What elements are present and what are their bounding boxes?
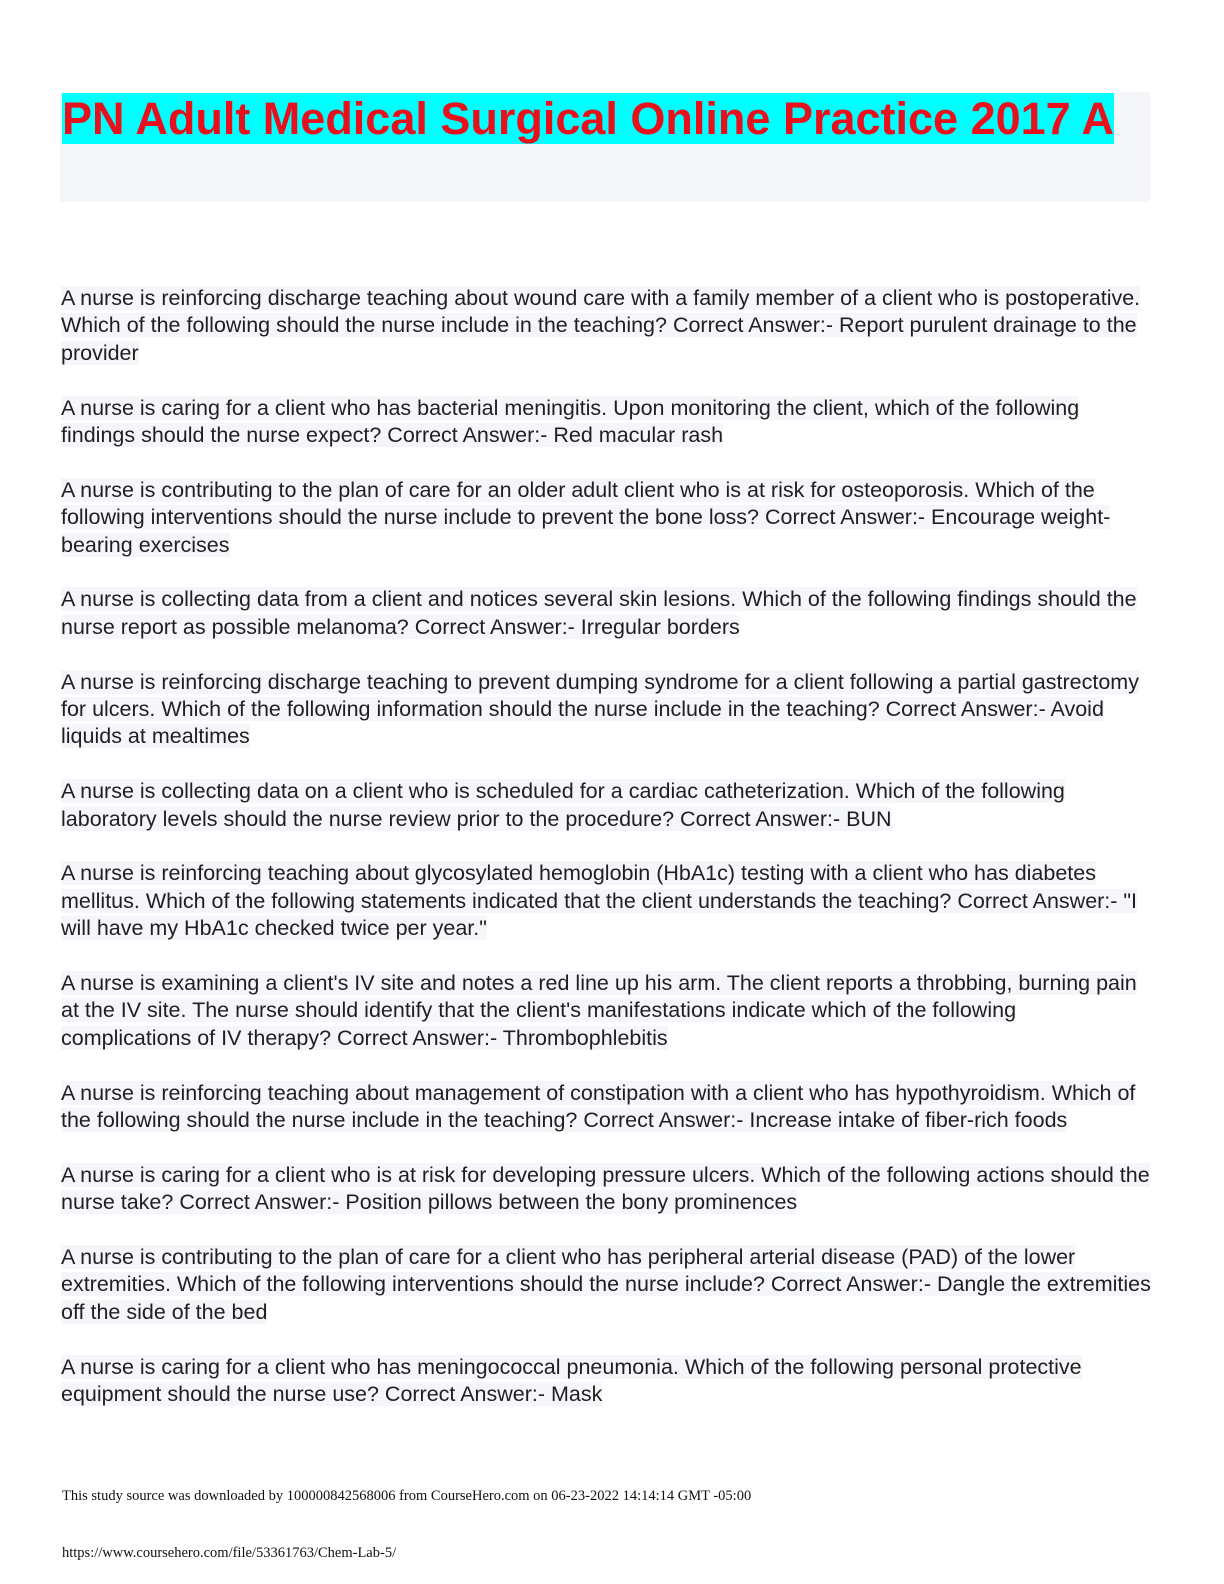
question-item bbox=[61, 970, 1151, 1052]
document-title-text: PN Adult Medical Surgical Online Practice 2017 A bbox=[62, 93, 1115, 144]
question-text: A nurse is examining a client's IV site and notes a red line up his arm. The client reports a throbbing, burning pain at the IV site. The nurse should identify that the client's manifestations indicate which of the following complications of IV therapy? Correct Answer:- Thrombophlebitis bbox=[61, 971, 1137, 1050]
question-list bbox=[61, 285, 1151, 1436]
question-text: A nurse is caring for a client who has meningococcal pneumonia. Which of the following personal protective equipment should the nurse use? Correct Answer:- Mask bbox=[61, 1354, 1082, 1407]
question-text: A nurse is caring for a client who has bacterial meningitis. Upon monitoring the client, which of the following findings should the nurse expect? Correct Answer:- Red macular rash bbox=[61, 395, 1080, 448]
question-item bbox=[61, 285, 1151, 367]
question-item bbox=[61, 1244, 1151, 1326]
question-text: A nurse is reinforcing teaching about management of constipation with a client who has hypothyroidism. Which of the following should the nurse include in the teaching? Correct Answer:- Increase intake of fiber-rich foods bbox=[61, 1080, 1136, 1133]
question-text: A nurse is reinforcing teaching about glycosylated hemoglobin (HbA1c) testing with a client who has diabetes mellitus. Which of the following statements indicated that the client understands the teaching? Correct Answer:- "I will have my HbA1c checked twice per year." bbox=[61, 861, 1138, 941]
question-item bbox=[61, 586, 1151, 641]
question-item bbox=[61, 1080, 1151, 1135]
question-item bbox=[61, 395, 1151, 450]
question-text: A nurse is contributing to the plan of care for an older adult client who is at risk for osteoporosis. Which of the following interventions should the nurse include to prevent the bone loss? Correct Answer:- Encourage weight-bearing exercises bbox=[61, 477, 1111, 557]
question-text: A nurse is contributing to the plan of care for a client who has peripheral arterial disease (PAD) of the lower extremities. Which of the following interventions should the nurse include? Correct Answer:- Dangle the extremities off the side of the bed bbox=[61, 1245, 1151, 1324]
question-text: A nurse is collecting data from a client and notices several skin lesions. Which of the following findings should the nurse report as possible melanoma? Correct Answer:- Irregular borders bbox=[61, 587, 1137, 639]
question-item bbox=[61, 1354, 1151, 1409]
question-text: A nurse is reinforcing discharge teaching about wound care with a family member of a client who is postoperative. Which of the following should the nurse include in the teaching? Correct Answer:- Report purulent drainage to the provider bbox=[61, 286, 1141, 365]
question-item bbox=[61, 477, 1151, 559]
title-block bbox=[60, 92, 1150, 202]
download-notice: This study source was downloaded by 100000842568006 from CourseHero.com on 06-23-2022 14:14:14 GMT -05:00 bbox=[62, 1488, 752, 1504]
question-item bbox=[61, 669, 1151, 751]
question-item bbox=[61, 778, 1151, 833]
question-item bbox=[61, 860, 1151, 942]
document-title bbox=[60, 92, 1150, 146]
question-item bbox=[61, 1162, 1151, 1217]
question-text: A nurse is caring for a client who is at risk for developing pressure ulcers. Which of the following actions should the nurse take? Correct Answer:- Position pillows between the bony prominences bbox=[61, 1162, 1150, 1215]
question-text: A nurse is collecting data on a client who is scheduled for a cardiac catheterization. Which of the following laboratory levels should the nurse review prior to the procedure? Correct Answer:- BUN bbox=[61, 779, 1065, 831]
source-url[interactable]: https://www.coursehero.com/file/53361763/Chem-Lab-5/ bbox=[62, 1545, 397, 1561]
question-text: A nurse is reinforcing discharge teaching to prevent dumping syndrome for a client following a partial gastrectomy for ulcers. Which of the following information should the nurse include in the teaching? Correct Answer:- Avoid liquids at mealtimes bbox=[61, 669, 1139, 749]
